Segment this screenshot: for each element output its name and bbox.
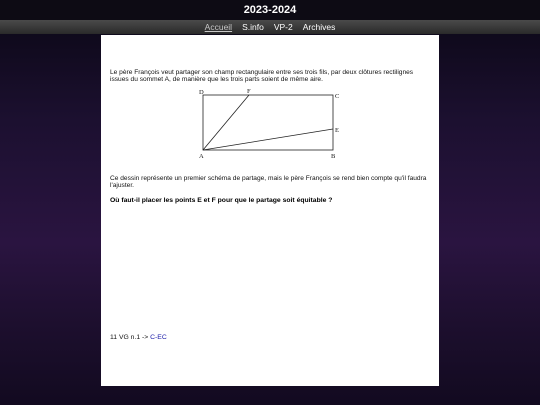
label-C: C (335, 93, 340, 100)
diagram-description: Ce dessin représente un premier schéma de partage, mais le père François se rend bien compte qu'il faudra l'ajuster. (110, 174, 427, 190)
field-rectangle (203, 95, 333, 150)
label-E: E (335, 127, 339, 134)
nav-accueil[interactable]: Accueil (204, 22, 233, 32)
fence-AE (203, 129, 333, 150)
label-F: F (247, 88, 251, 95)
content-panel (101, 35, 439, 386)
nav-vp2[interactable]: VP-2 (273, 22, 293, 32)
problem-statement: Le père François veut partager son champ rectangulaire entre ses trois fils, par deux clôtures rectilignes issues du sommet A, de manière que les trois parts soient de même aire. (110, 68, 414, 84)
main-nav (0, 20, 540, 34)
footer-prefix: 11 VG n.1 -> (110, 334, 149, 341)
label-D: D (199, 89, 204, 96)
label-B: B (331, 153, 336, 160)
question: Où faut-il placer les points E et F pour que le partage soit équitable ? (110, 196, 333, 204)
field-diagram (197, 87, 347, 167)
nav-sinfo[interactable]: S.info (242, 22, 264, 32)
label-A: A (199, 153, 204, 160)
footer-ref (110, 334, 167, 341)
fence-AF (203, 95, 249, 150)
footer-link-cec[interactable]: C-EC (150, 334, 167, 341)
nav-archives[interactable]: Archives (302, 22, 336, 32)
site-title: 2023-2024 (0, 0, 540, 20)
